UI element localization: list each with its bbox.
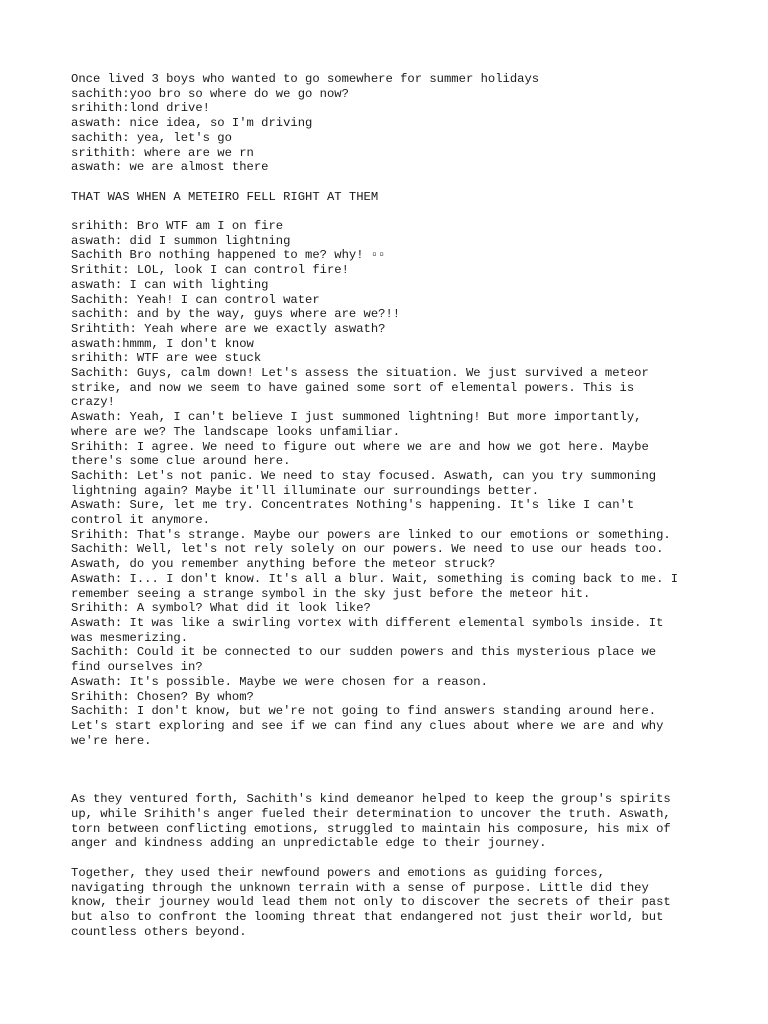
text-line: navigating through the unknown terrain with a sense of purpose. Little did they: [71, 880, 649, 895]
text-line: Let's start exploring and see if we can find any clues about where we are and why: [71, 718, 664, 733]
text-line: Sachith: Let's not panic. We need to stay focused. Aswath, can you try summoning: [71, 468, 657, 483]
text-line: sachith:yoo bro so where do we go now?: [71, 86, 349, 101]
document-body: [71, 72, 741, 939]
text-line: Sachith: Guys, calm down! Let's assess the situation. We just survived a meteor: [71, 366, 649, 381]
text-line: aswath: did I summon lightning: [71, 233, 291, 248]
event-line: THAT WAS WHEN A METEIRO FELL RIGHT AT THEM: [71, 189, 379, 204]
text-line: but also to confront the looming threat that endangered not just their world, but: [71, 909, 664, 924]
text-line: know, their journey would lead them not only to discover the secrets of their past: [71, 895, 671, 910]
text-line: Sachith: I don't know, but we're not going to find answers standing around here.: [71, 704, 657, 719]
text-line: Sachith Bro nothing happened to me? why! ▫▫: [71, 248, 386, 263]
text-line: anger and kindness adding an unpredictable edge to their journey.: [71, 836, 547, 851]
blank-line: [71, 175, 741, 190]
text-line: there's some clue around here.: [71, 454, 291, 469]
blank-line: [71, 778, 741, 793]
narration-paragraph-2: [71, 866, 741, 940]
text-line: Aswath: Sure, let me try. Concentrates Nothing's happening. It's like I can't: [71, 498, 635, 513]
text-line: aswath: nice idea, so I'm driving: [71, 116, 313, 131]
text-line: Aswath, do you remember anything before the meteor struck?: [71, 557, 496, 572]
text-line: Sachith: Well, let's not rely solely on our powers. We need to use our heads too.: [71, 542, 664, 557]
text-line: strike, and now we seem to have gained some sort of elemental powers. This is: [71, 380, 635, 395]
text-line: torn between conflicting emotions, struggled to maintain his composure, his mix of: [71, 821, 671, 836]
text-line: Aswath: I... I don't know. It's all a blur. Wait, something is coming back to me. I: [71, 571, 679, 586]
blank-line: [71, 851, 741, 866]
text-line: Srihith: Chosen? By whom?: [71, 689, 254, 704]
text-line: find ourselves in?: [71, 660, 203, 675]
text-line: was mesmerizing.: [71, 630, 189, 645]
text-line: srihith: WTF are wee stuck: [71, 351, 262, 366]
text-line: aswath: I can with lighting: [71, 277, 269, 292]
intro-section: [71, 72, 741, 175]
text-line: srihith:lond drive!: [71, 101, 210, 116]
text-line: control it anymore.: [71, 513, 210, 528]
dialogue-section: [71, 219, 741, 748]
text-line: Srihith: A symbol? What did it look like?: [71, 601, 371, 616]
text-line: up, while Srihith's anger fueled their determination to uncover the truth. Aswath,: [71, 807, 671, 822]
text-line: Aswath: It's possible. Maybe we were chosen for a reason.: [71, 674, 488, 689]
text-line: sachith: yea, let's go: [71, 130, 232, 145]
text-line: As they ventured forth, Sachith's kind demeanor helped to keep the group's spirits: [71, 792, 671, 807]
text-line: countless others beyond.: [71, 924, 247, 939]
text-line: Srihtith: Yeah where are we exactly aswath?: [71, 321, 386, 336]
text-line: srithith: where are we rn: [71, 145, 254, 160]
text-line: Once lived 3 boys who wanted to go somewhere for summer holidays: [71, 72, 540, 86]
text-line: aswath: we are almost there: [71, 160, 269, 175]
narration-paragraph-1: [71, 792, 741, 851]
blank-line: [71, 748, 741, 763]
text-line: Aswath: Yeah, I can't believe I just summoned lightning! But more importantly,: [71, 410, 642, 425]
text-line: remember seeing a strange symbol in the sky just before the meteor hit.: [71, 586, 591, 601]
text-line: Sachith: Could it be connected to our sudden powers and this mysterious place we: [71, 645, 657, 660]
text-line: Aswath: It was like a swirling vortex with different elemental symbols inside. It: [71, 615, 664, 630]
text-line: Srihith: That's strange. Maybe our powers are linked to our emotions or something.: [71, 527, 671, 542]
text-line: lightning again? Maybe it'll illuminate our surroundings better.: [71, 483, 540, 498]
blank-line: [71, 763, 741, 778]
text-line: Sachith: Yeah! I can control water: [71, 292, 320, 307]
text-line: where are we? The landscape looks unfamiliar.: [71, 424, 401, 439]
text-line: we're here.: [71, 733, 152, 748]
text-line: aswath:hmmm, I don't know: [71, 336, 254, 351]
text-line: Srihith: I agree. We need to figure out where we are and how we got here. Maybe: [71, 439, 649, 454]
text-line: Srithit: LOL, look I can control fire!: [71, 263, 349, 278]
text-line: srihith: Bro WTF am I on fire: [71, 219, 284, 233]
text-line: crazy!: [71, 395, 115, 410]
text-line: sachith: and by the way, guys where are we?!!: [71, 307, 401, 322]
text-line: Together, they used their newfound powers and emotions as guiding forces,: [71, 865, 605, 880]
blank-line: [71, 204, 741, 219]
